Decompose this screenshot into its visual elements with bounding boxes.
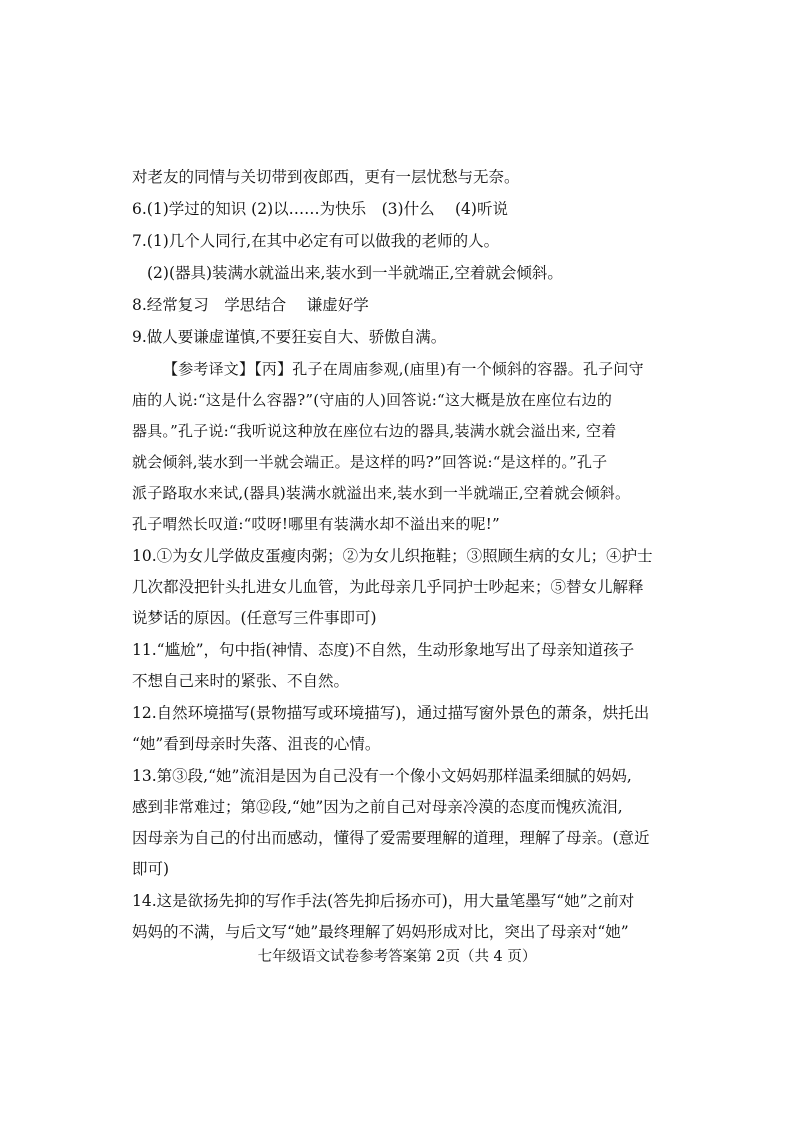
answer-14: 14.这是欲扬先抑的写作手法(答先抑后扬亦可)，用大量笔墨写“她”之前对 xyxy=(132,892,635,910)
answer-14-cont: 妈妈的不满，与后文写“她”最终理解了妈妈形成对比，突出了母亲对“她” xyxy=(132,923,629,941)
page-footer: 七年级语文试卷参考答案第 2页（共 4 页） xyxy=(257,949,537,965)
answer-13-cont: 感到非常难过；第⑫段,“她”因为之前自己对母亲冷漠的态度而愧疚流泪, xyxy=(132,798,623,816)
answer-13: 13.第③段,“她”流泪是因为自己没有一个像小文妈妈那样温柔细腻的妈妈, xyxy=(132,767,632,785)
answer-11: 11.“尴尬”，句中指(神情、态度)不自然，生动形象地写出了母亲知道孩子 xyxy=(132,641,635,659)
answer-9: 9.做人要谦虚谨慎,不要狂妄自大、骄傲自满。 xyxy=(132,328,447,346)
answer-10-cont: 说梦话的原因。(任意写三件事即可) xyxy=(132,609,377,627)
reference-translation-line: 孔子喟然长叹道:“哎呀!哪里有装满水却不溢出来的呢!” xyxy=(132,515,500,533)
answer-7-2: (2)(器具)装满水就溢出来,装水到一半就端正,空着就会倾斜。 xyxy=(147,264,563,282)
answer-6: 6.(1)学过的知识 (2)以……为快乐 (3)什么 (4)听说 xyxy=(132,200,508,218)
reference-translation-line: 就会倾斜,装水到一半就会端正。是这样的吗?”回答说:“是这样的。”孔子 xyxy=(132,453,608,471)
answer-13-cont: 即可) xyxy=(132,860,170,878)
answer-12: 12.自然环境描写(景物描写或环境描写)，通过描写窗外景色的萧条，烘托出 xyxy=(132,704,650,722)
reference-translation-line: 庙的人说:“这是什么容器?”(守庙的人)回答说:“这大概是放在座位右边的 xyxy=(132,391,613,409)
answer-11-cont: 不想自己来时的紧张、不自然。 xyxy=(132,672,350,690)
answer-12-cont: “她”看到母亲时失落、沮丧的心情。 xyxy=(132,735,381,753)
reference-translation-line: 【参考译文】【丙】孔子在周庙参观,(庙里)有一个倾斜的容器。孔子问守 xyxy=(163,360,644,378)
reference-translation-line: 派子路取水来试,(器具)装满水就溢出来,装水到一半就端正,空着就会倾斜。 xyxy=(132,484,631,502)
reference-translation-line: 器具。”孔子说:“我听说这种放在座位右边的器具,装满水就会溢出来, 空着 xyxy=(132,422,617,440)
answer-10: 10.①为女儿学做皮蛋瘦肉粥；②为女儿织拖鞋；③照顾生病的女儿；④护士 xyxy=(132,547,653,565)
answer-8: 8.经常复习 学思结合 谦虚好学 xyxy=(132,296,369,314)
text-line: 对老友的同情与关切带到夜郎西，更有一层忧愁与无奈。 xyxy=(132,168,520,186)
answer-13-cont: 因母亲为自己的付出而感动，懂得了爱需要理解的道理，理解了母亲。(意近 xyxy=(132,829,650,847)
answer-10-cont: 几次都没把针头扎进女儿血管，为此母亲几乎同护士吵起来；⑤替女儿解释 xyxy=(132,578,644,596)
answer-7-1: 7.(1)几个人同行,在其中必定有可以做我的老师的人。 xyxy=(132,232,500,250)
